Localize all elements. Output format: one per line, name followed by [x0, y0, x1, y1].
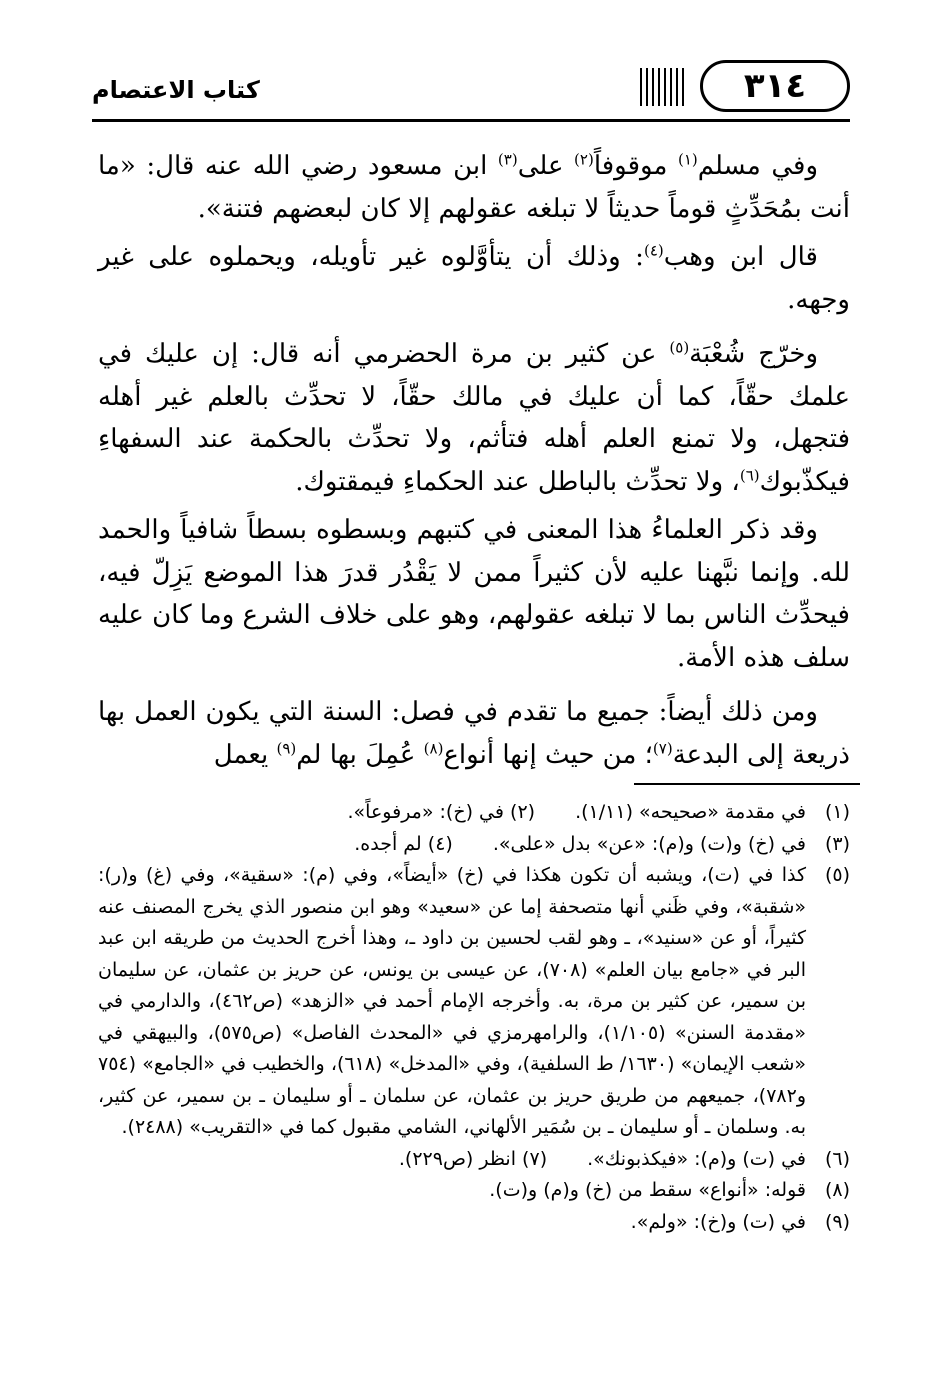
footnote-body: في مقدمة «صحيحه» (١/١١). [575, 801, 806, 823]
footnote-separator [634, 783, 860, 785]
footnote-number: (١) [824, 801, 850, 823]
paragraph [98, 509, 850, 679]
footnote-body: لم أجده. [354, 832, 422, 855]
footnote-body: في (خ): «مرفوعاً». [347, 801, 504, 823]
footnote-ref: (٧) [652, 738, 673, 757]
text-run: ابن مسعود رضي الله عنه قال: «ما أنت بمُحَدِّثٍ قوماً حديثاً لا تبلغه عقولهم إلا كان لبعضهم فتنة». [98, 151, 850, 224]
paragraph [98, 145, 850, 230]
text-run: ومن ذلك أيضاً: جميع ما تقدم في فصل: السنة التي يكون العمل بها ذريعة إلى البدعة [98, 697, 850, 770]
footnote-text [98, 829, 806, 861]
footnote-body: في (ت) و(م): «فيكذبونك». [587, 1147, 806, 1170]
footnote-line [98, 860, 850, 1144]
paragraph [98, 691, 850, 776]
footnote-ref: (١) [677, 150, 698, 169]
paragraph [98, 333, 850, 503]
page-number-ornament [640, 60, 850, 116]
running-title: كتاب الاعتصام [92, 76, 260, 104]
paragraph [98, 236, 850, 321]
text-run: وقد ذكر العلماءُ هذا المعنى في كتبهم وبسطوه بسطاً شافياً والحمد لله. وإنما نبَّهنا عليه لأن كثيراً ممن لا يَقْدُر قدرَ هذا الموضع يَزِلّ فيه، فيحدِّث الناس بما لا تبلغه عقولهم، وهو على خلاف الشرع وما كان عليه سلف هذه الأمة. [98, 515, 850, 673]
footnote-line [98, 797, 850, 829]
footnote-line [98, 1207, 850, 1239]
footnote-number: (٦) [824, 1147, 850, 1170]
footnote-ref: (٤) [643, 241, 664, 260]
footnote-body: كذا في (ت)، ويشبه أن تكون هكذا في (خ) «أيضاً»، وفي (م): «سقية»، وفي (غ) و(ر): «شقبة»، وفي ظَني أنها متصحفة إما عن «سعيد» وهو ابن منصور الذي يخرج المصنف عنه كثيراً، أو عن «سنيد»، ـ وهو لقب لحسين بن داود ـ، وهذا أخرج الحديث من طريقه ابن عبد البر في «جامع بيان العلم» (٧٠٨)، عن عيسى بن يونس، عن حريز بن عثمان، عن سليمان بن سمير، عن كثير بن مرة، به. وأخرجه الإمام أحمد في «الزهد» (ص٤٦٢)، والدارمي في «مقدمة السنن» (١/١٠٥)، والرامهرمزي في «المحدث الفاصل» (ص٥٧٥)، والبيهقي في «شعب الإيمان» (١٦٣٠/ ط السلفية)، وفي «المدخل» (٦١٨)، والخطيب في «الجامع» (٧٥٤ و٧٨٢)، جميعهم من طريق حريز بن عثمان، عن سلمان ـ أو سليمان ـ بن سمير، عن كثير، به. وسلمان ـ أو سليمان ـ بن سُمَير الألهاني، الشامي مقبول كما في «التقريب» (٢٤٨٨). [98, 864, 807, 1138]
footnotes [98, 797, 850, 1238]
page-header [92, 58, 850, 122]
decorative-lines [640, 68, 688, 106]
footnote-ref: (٥) [669, 338, 690, 357]
text-run: ، ولا تحدِّث بالباطل عند الحكماءِ فيمقتوك. [295, 466, 740, 497]
footnote-number: (٤) [427, 832, 453, 855]
footnote-number: (٨) [824, 1179, 850, 1201]
footnote-body: في (خ) و(ت) و(م): «عن» بدل «على». [492, 832, 806, 855]
text-run: على [517, 151, 575, 181]
text-run: وفي مسلم [697, 151, 818, 181]
text-run: يعمل [213, 739, 277, 770]
text-run: وخرّج شُعْبَة [689, 339, 819, 369]
footnote-number: (٢) [510, 801, 536, 823]
text-run: : وذلك أن يتأوَّلوه غير تأويله، ويحملوه على غير وجهه. [98, 242, 850, 315]
footnote-line [98, 829, 850, 861]
text-run: قال ابن وهب [663, 242, 818, 272]
footnote-ref: (٨) [423, 738, 444, 757]
footnote-number: (٣) [824, 832, 850, 855]
footnote-number: (٩) [824, 1210, 850, 1233]
footnote-number: (٧) [522, 1147, 548, 1170]
footnote-line [98, 1175, 850, 1207]
header-rule [92, 119, 850, 122]
footnote-ref: (٩) [276, 738, 297, 757]
footnote-ref: (٢) [574, 150, 594, 169]
footnote-body: في (ت) و(خ): «ولم». [630, 1210, 806, 1233]
text-run: ؛ من حيث إنها أنواع [443, 739, 653, 770]
footnote-number: (٥) [824, 864, 850, 886]
text-run: عن كثير بن مرة الحضرمي أنه قال: إن عليك في علمك حقّاً، كما أن عليك في مالك حقّاً، لا تحدِّث بالعلم غير أهله فتجهل، ولا تمنع العلم أهله فتأثم، ولا تحدِّث بالحكمة عند السفهاءِ فيكذّبوك [98, 339, 850, 497]
main-text [98, 145, 850, 782]
footnote-text [98, 797, 806, 829]
footnote-ref: (٣) [497, 150, 518, 169]
footnote-body: قوله: «أنواع» سقط من (خ) و(م) و(ت). [489, 1179, 806, 1201]
footnote-line [98, 1144, 850, 1176]
footnote-text [98, 1144, 806, 1176]
text-run: عُمِلَ بها لم [296, 739, 424, 770]
footnote-body: انظر (ص٢٢٩). [398, 1147, 516, 1170]
text-run: موقوفاً [593, 151, 678, 181]
page-number: ٣١٤ [700, 60, 850, 112]
footnote-ref: (٦) [739, 465, 760, 484]
